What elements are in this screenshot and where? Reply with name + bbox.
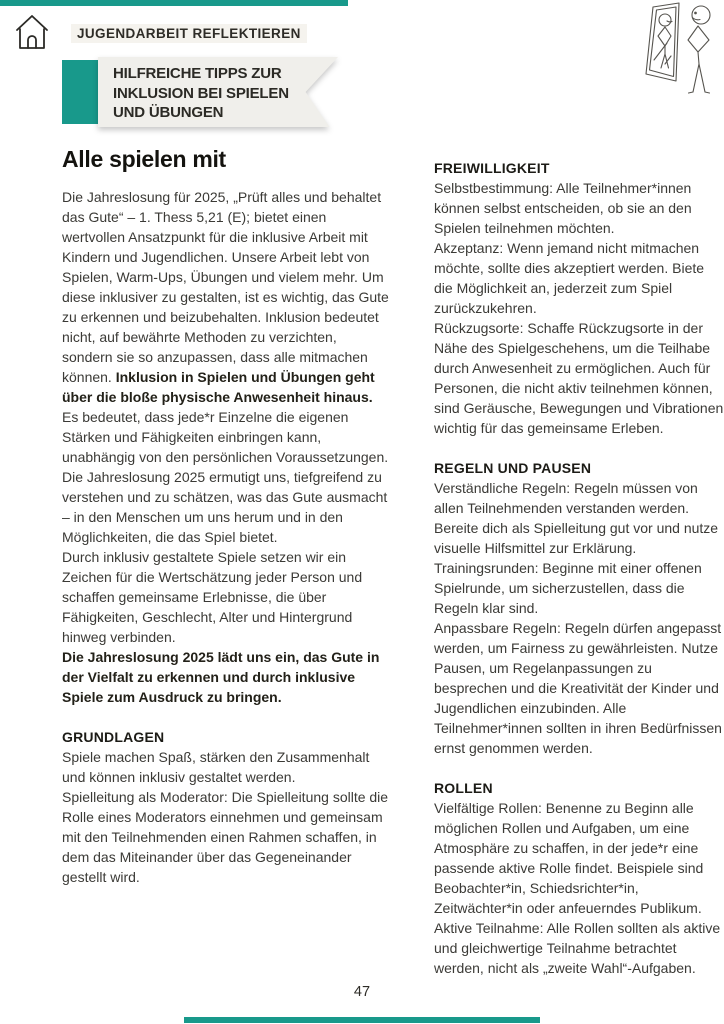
right-column (434, 158, 724, 978)
content-section (434, 458, 724, 758)
section-item: Akzeptanz: Wenn jemand nicht mitmachen möchte, sollte dies akzeptiert werden. Biete die Möglichkeit an, jederzeit zum Spiel zurückzukehren. (434, 240, 705, 316)
section-item: Spielleitung als Moderator: Die Spielleitung sollte die Rolle eines Moderators einnehmen und gemeinsam mit den Teilnehmenden einen Rahmen schaffen, in dem das Miteinander über das Gegeneinander gestellt wird. (62, 789, 389, 885)
right-sections (434, 158, 724, 978)
section-heading: REGELN UND PAUSEN (434, 460, 592, 476)
intro-paragraph (62, 187, 389, 707)
section-kicker: JUGENDARBEIT REFLEKTIEREN (71, 24, 307, 43)
home-icon-glyph (14, 13, 50, 51)
content-section (434, 778, 724, 978)
left-column (62, 146, 389, 887)
banner-title-line3: UND ÜBUNGEN (113, 104, 224, 121)
bottom-accent-bar (184, 1017, 540, 1023)
top-accent-bar (0, 0, 348, 6)
section-heading: GRUNDLAGEN (62, 729, 165, 745)
section-item: Aktive Teilnahme: Alle Rollen sollten als aktive und gleichwertige Teilnahme betrachtet werden, nicht als „zweite Wahl“-Aufgaben. (434, 920, 721, 976)
article-title: Alle spielen mit (62, 146, 226, 172)
section-item: Selbstbestimmung: Alle Teilnehmer*innen können selbst entscheiden, ob sie an den Spielen teilnehmen möchten. (434, 180, 692, 236)
home-icon[interactable] (14, 13, 50, 51)
section-item: Trainingsrunden: Beginne mit einer offenen Spielrunde, um sicherzustellen, dass die Regeln klar sind. (434, 560, 702, 616)
content-section (434, 158, 724, 438)
intro-bold-run: Die Jahreslosung 2025 lädt uns ein, das Gute in der Vielfalt zu erkennen und durch inklusive Spiele zum Ausdruck zu bringen. (62, 649, 380, 705)
banner-accent-square (62, 60, 98, 124)
banner-title-line2: INKLUSION BEI SPIELEN (113, 84, 289, 102)
section-heading: FREIWILLIGKEIT (434, 160, 550, 176)
intro-text-run: Es bedeutet, dass jede*r Einzelne die eigenen Stärken und Fähigkeiten einbringen kann, unabhängig von den persönlichen Voraussetzungen. Die Jahreslosung 2025 ermutigt uns, tiefgreifend zu verstehen und zu schätzen, was das Gute ausmacht – in den Menschen um uns herum und in den Möglichkeiten, die das Spiel bietet. (62, 409, 389, 545)
section-item: Vielfältige Rollen: Benenne zu Beginn alle möglichen Rollen und Aufgaben, um eine Atmosphäre zu schaffen, in der jede*r eine passende aktive Rolle findet. Beispiele sind Beobachter*in, Schiedsrichter*in, Zeitwächter*in oder anfeuerndes Publikum. (434, 800, 704, 916)
intro-text-run: Durch inklusiv gestaltete Spiele setzen wir ein Zeichen für die Wertschätzung jeder Person und schaffen gemeinsame Erlebnisse, die über Fähigkeiten, Geschlecht, Alter und Hintergrund hinweg verbinden. (62, 549, 363, 645)
banner-ribbon (98, 57, 338, 127)
left-sections (62, 727, 389, 887)
intro-text-run: Die Jahreslosung für 2025, „Prüft alles und behaltet das Gute“ – 1. Thess 5,21 (E); bietet einen wertvollen Ansatzpunkt für die inklusive Arbeit mit Kindern und Jugendlichen. Unsere Arbeit lebt von Spielen, Warm-Ups, Übungen und vielem mehr. Um diese inklusiver zu gestalten, ist es wichtig, das Gute zu erkennen und beizubehalten. Inklusion bedeutet nicht, auf bewährte Methoden zu verzichten, sondern sie so anzupassen, dass alle mitmachen können. (62, 189, 389, 385)
section-item: Verständliche Regeln: Regeln müssen von allen Teilnehmenden verstanden werden. Bereite dich als Spielleitung gut vor und nutze visuelle Hilfsmittel zur Erklärung. (434, 480, 719, 556)
section-item: Rückzugsorte: Schaffe Rückzugsorte in der Nähe des Spielgeschehens, um die Teilhabe durch Anwesenheit zu ermöglichen. Auch für Personen, die nicht aktiv teilnehmen können, sind Geräusche, Bewegungen und Vibrationen wichtig für das gemeinsame Erleben. (434, 320, 724, 436)
mirror-illustration (643, 2, 721, 104)
page-number: 47 (353, 984, 371, 1000)
figure-looking-in-mirror-icon (643, 2, 721, 104)
intro-bold-run: Inklusion in Spielen und Übungen geht über die bloße physische Anwesenheit hinaus. (62, 369, 375, 405)
section-item: Anpassbare Regeln: Regeln dürfen angepasst werden, um Fairness zu gewährleisten. Nutze Pausen, um Regelanpassungen zu besprechen und die Kreativität der Kinder und Jugendlichen einzubinden. Alle Teilnehmer*innen sollten in ihren Bedürfnissen ernst genommen werden. (434, 620, 722, 756)
banner-title (113, 64, 289, 123)
section-heading: ROLLEN (434, 780, 493, 796)
content-section (62, 727, 389, 887)
section-item: Spiele machen Spaß, stärken den Zusammenhalt und können inklusiv gestaltet werden. (62, 749, 370, 785)
banner-title-line1: HILFREICHE TIPPS ZUR (113, 65, 282, 82)
